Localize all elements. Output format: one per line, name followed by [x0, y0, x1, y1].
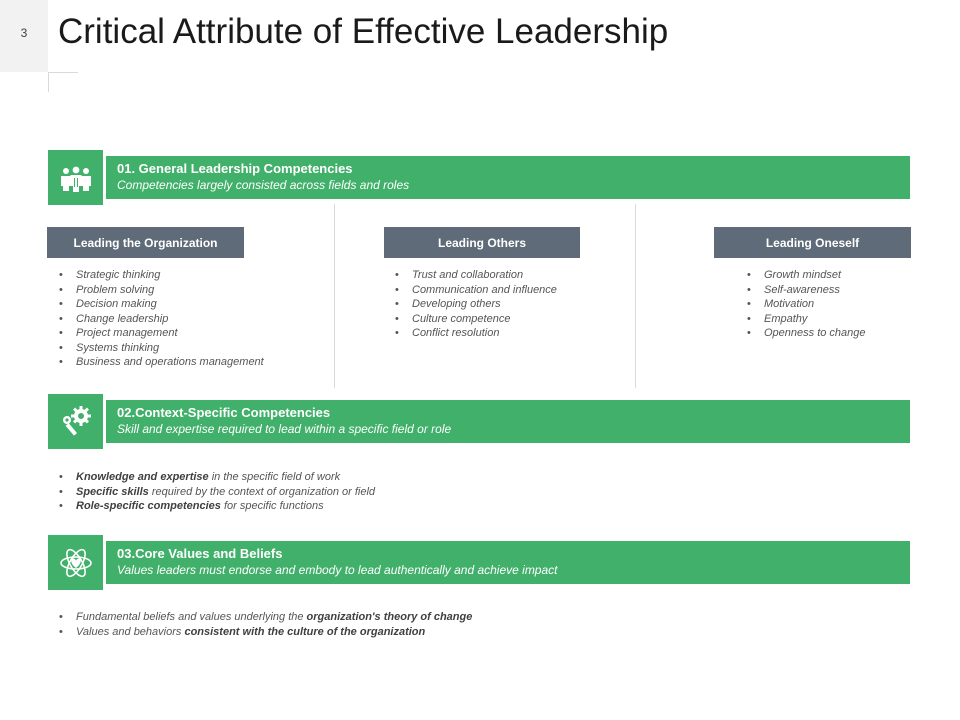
list-item: • Motivation	[745, 297, 866, 312]
bullet-bold-text: consistent with the culture of the organization	[184, 625, 426, 638]
list-item	[57, 499, 375, 514]
list-item: • Trust and collaboration	[393, 268, 557, 283]
list-item: • Empathy	[745, 312, 866, 327]
list-item: • Communication and influence	[393, 283, 557, 298]
column-list-leading-oneself	[745, 268, 866, 341]
corner-divider-vertical	[48, 72, 49, 92]
bullet-text: for specific functions	[220, 500, 324, 512]
column-header-leading-others: Leading Others	[384, 227, 580, 258]
list-item	[57, 625, 472, 640]
list-item	[57, 485, 375, 500]
column-list-leading-others	[393, 268, 557, 341]
column-header-leading-organization: Leading the Organization	[47, 227, 244, 258]
list-item: • Project management	[57, 326, 264, 341]
section-3-title: 03.Core Values and Beliefs	[117, 546, 283, 561]
slide-number: 3	[20, 26, 28, 40]
list-item: • Problem solving	[57, 283, 264, 298]
list-item: • Developing others	[393, 297, 557, 312]
list-item: • Conflict resolution	[393, 326, 557, 341]
bullet-text: Values and behaviors	[76, 625, 185, 638]
section-2-title: 02.Context-Specific Competencies	[117, 405, 331, 420]
section-3-subtitle: Values leaders must endorse and embody to lead authentically and achieve impact	[117, 563, 558, 577]
gears-tools-icon	[59, 405, 93, 439]
bullet-bold-text: Knowledge and expertise	[76, 471, 209, 483]
heart-atom-icon	[59, 546, 93, 580]
column-divider-1	[334, 204, 335, 388]
bullet-bold-text: organization's theory of change	[306, 611, 473, 623]
column-divider-2	[635, 204, 636, 388]
section-3-bullet-list	[57, 610, 472, 639]
section-2-icon-box	[48, 394, 103, 449]
section-3-icon-box	[48, 535, 103, 590]
bullet-bold-text: Role-specific competencies	[76, 500, 221, 512]
list-item: • Culture competence	[393, 312, 557, 327]
list-item: • Business and operations management	[57, 355, 264, 370]
bullet-text: required by the context of organization or field	[148, 485, 376, 498]
page-title: Critical Attribute of Effective Leadership	[58, 12, 669, 51]
list-item: • Systems thinking	[57, 341, 264, 356]
bullet-text: Fundamental beliefs and values underlying the	[76, 611, 307, 623]
section-3-banner	[106, 541, 910, 584]
list-item: • Decision making	[57, 297, 264, 312]
corner-divider-horizontal	[48, 72, 78, 73]
list-item: • Self-awareness	[745, 283, 866, 298]
list-item: • Change leadership	[57, 312, 264, 327]
team-icon	[59, 163, 93, 193]
column-header-leading-oneself: Leading Oneself	[714, 227, 911, 258]
list-item: • Growth mindset	[745, 268, 866, 283]
section-1-banner	[106, 156, 910, 199]
list-item	[57, 470, 375, 485]
section-1-title: 01. General Leadership Competencies	[117, 161, 353, 176]
list-item: • Openness to change	[745, 326, 866, 341]
column-list-leading-organization	[57, 268, 264, 370]
list-item	[57, 610, 472, 625]
list-item: • Strategic thinking	[57, 268, 264, 283]
section-2-subtitle: Skill and expertise required to lead within a specific field or role	[117, 422, 452, 436]
section-2-banner	[106, 400, 910, 443]
bullet-bold-text: Specific skills	[76, 485, 149, 498]
section-2-bullet-list	[57, 470, 375, 514]
section-1-subtitle: Competencies largely consisted across fields and roles	[117, 178, 410, 192]
section-1-icon-box	[48, 150, 103, 205]
bullet-text: in the specific field of work	[208, 471, 341, 483]
